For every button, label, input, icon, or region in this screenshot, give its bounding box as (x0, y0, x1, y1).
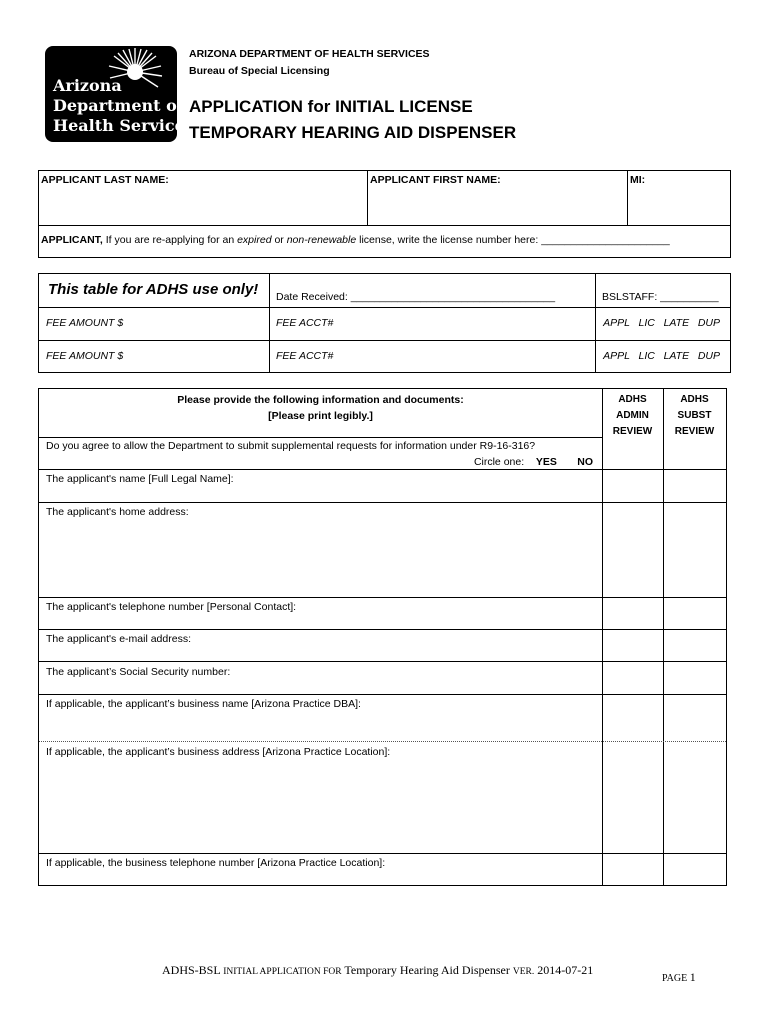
first-name-label: APPLICANT FIRST NAME: (370, 174, 501, 186)
reapply-expired: expired (237, 234, 272, 246)
admin-review-line: ADHS (618, 394, 647, 405)
business-address-field[interactable]: If applicable, the applicant’s business address [Arizona Practice Location]: (46, 746, 391, 758)
admin-review-line: ADMIN (616, 410, 649, 421)
fee-row (39, 308, 730, 341)
telephone-field[interactable]: The applicant's telephone number [Personal Contact]: (46, 601, 297, 613)
reapply-or: or (271, 234, 287, 246)
business-name-field[interactable]: If applicable, the applicant’s business name [Arizona Practice DBA]: (46, 698, 361, 710)
logo-line-1: Arizona (53, 76, 122, 95)
reapply-license-line[interactable] (41, 234, 670, 246)
adhs-logo (45, 46, 194, 142)
fee-row (39, 341, 730, 373)
department-name: ARIZONA DEPARTMENT OF HEALTH SERVICES (189, 48, 430, 60)
last-name-label: APPLICANT LAST NAME: (41, 174, 169, 186)
business-telephone-field[interactable]: If applicable, the business telephone number [Arizona Practice Location]: (46, 857, 386, 869)
bslstaff-field[interactable]: BSLSTAFF: __________ (602, 291, 719, 303)
footer-initial-application: INITIAL APPLICATION FOR (223, 967, 342, 977)
form-title-line-2: TEMPORARY HEARING AID DISPENSER (189, 123, 517, 142)
ssn-field[interactable]: The applicant’s Social Security number: (46, 666, 231, 678)
home-address-field[interactable]: The applicant's home address: (46, 506, 189, 518)
circle-one-options (474, 456, 593, 468)
subst-review-line: ADHS (680, 394, 709, 405)
footer-form-name: Temporary Hearing Aid Dispenser (341, 963, 513, 977)
info-header-line-2: [Please print legibly.] (268, 410, 373, 422)
info-table-header (39, 392, 602, 424)
yes-option[interactable]: YES (535, 456, 557, 468)
date-received-field[interactable]: Date Received: ___________________________________ (276, 291, 556, 303)
admin-review-header (602, 392, 663, 440)
last-name-field[interactable] (39, 171, 368, 226)
applicant-name-section (38, 170, 731, 258)
applicant-information-table (38, 388, 727, 886)
fee-amount-label: FEE AMOUNT $ (46, 350, 124, 362)
footer-ver-label: VER. (512, 967, 535, 977)
footer-version: 2014-07-21 (534, 963, 594, 977)
reapply-nonrenewable: non-renewable (286, 234, 357, 246)
fee-codes: APPL LIC LATE DUP (603, 350, 720, 362)
reapply-text-1: If you are re-applying for an (102, 234, 238, 246)
logo-line-3: Health Services (53, 116, 194, 135)
subst-review-header (663, 392, 726, 440)
adhs-use-only-table (38, 273, 731, 373)
admin-review-line: REVIEW (612, 426, 653, 437)
form-title-line-1: APPLICATION for INITIAL LICENSE (189, 97, 473, 116)
info-header-line-1: Please provide the following information and documents: (177, 394, 464, 406)
page-number (662, 970, 696, 985)
circle-one-label: Circle one: (473, 456, 525, 468)
page-number-value: 1 (689, 970, 696, 984)
reapply-text-2: license, write the license number here: ______________________ (356, 234, 670, 246)
fee-acct-label: FEE ACCT# (276, 317, 334, 329)
subst-review-line: REVIEW (674, 426, 715, 437)
supplemental-request-question: Do you agree to allow the Department to submit supplemental requests for information under R9-16-316? (46, 440, 536, 452)
reapply-applicant-label: APPLICANT, (41, 234, 103, 246)
email-field[interactable]: The applicant's e-mail address: (46, 633, 191, 645)
fee-acct-label: FEE ACCT# (276, 350, 334, 362)
no-option[interactable]: NO (577, 456, 593, 468)
form-footer (162, 963, 593, 978)
logo-line-2: Department of (53, 96, 184, 115)
first-name-field[interactable] (368, 171, 628, 226)
full-legal-name-field[interactable]: The applicant's name [Full Legal Name]: (46, 473, 234, 485)
fee-codes: APPL LIC LATE DUP (603, 317, 720, 329)
mi-label: MI: (630, 174, 646, 186)
page-label: PAGE (662, 973, 690, 984)
middle-initial-field[interactable] (628, 171, 730, 226)
fee-amount-label: FEE AMOUNT $ (46, 317, 124, 329)
bureau-name: Bureau of Special Licensing (189, 65, 330, 77)
adhs-use-only-title: This table for ADHS use only! (48, 281, 259, 298)
footer-code: ADHS-BSL (162, 963, 224, 977)
subst-review-line: SUBST (677, 410, 712, 421)
